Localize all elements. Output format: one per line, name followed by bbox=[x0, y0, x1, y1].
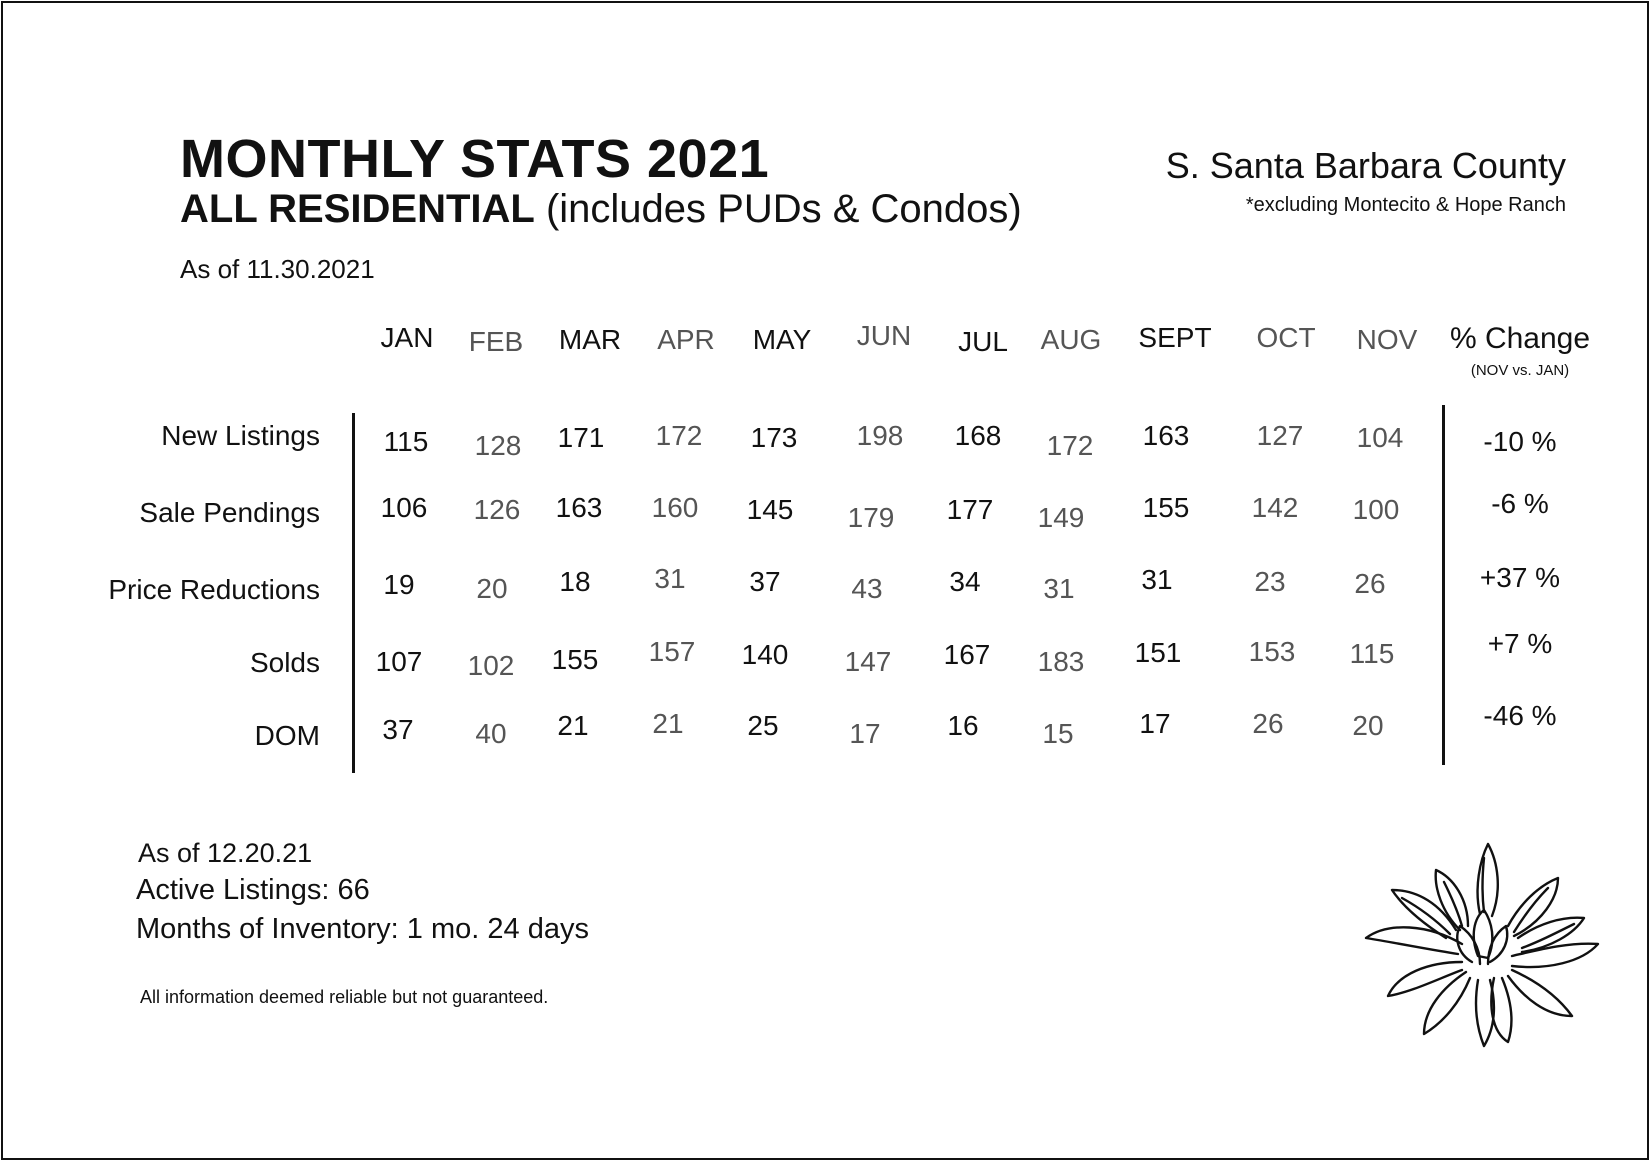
table-cell: 106 bbox=[380, 492, 428, 523]
table-cell: 40 bbox=[475, 718, 507, 749]
region-note: *excluding Montecito & Hope Ranch bbox=[1245, 194, 1566, 216]
table-cell: 37 bbox=[382, 714, 414, 745]
month-header: JAN bbox=[380, 322, 434, 353]
table-cell: 26 bbox=[1252, 708, 1284, 739]
table-cell: 20 bbox=[476, 573, 508, 604]
table-cell: 126 bbox=[473, 494, 521, 525]
table-cell: 102 bbox=[467, 650, 515, 681]
table-cell: 155 bbox=[551, 644, 599, 675]
footer-as-of: As of 12.20.21 bbox=[138, 838, 313, 868]
petal bbox=[1508, 970, 1572, 1016]
as-of-date: As of 11.30.2021 bbox=[180, 254, 375, 284]
table-cell: 167 bbox=[943, 639, 991, 670]
table-cell: 18 bbox=[559, 566, 591, 597]
month-header: JUN bbox=[856, 320, 912, 351]
subtitle-bold: ALL RESIDENTIAL bbox=[180, 187, 535, 231]
table-cell: 171 bbox=[557, 422, 605, 453]
table-cell: 163 bbox=[555, 492, 603, 523]
subtitle-rest: (includes PUDs & Condos) bbox=[534, 187, 1022, 231]
page-title: MONTHLY STATS 2021 bbox=[180, 129, 770, 189]
table-cell: 198 bbox=[856, 420, 904, 451]
table-cell: 115 bbox=[1349, 638, 1395, 669]
month-header: NOV bbox=[1356, 324, 1418, 355]
table-cell: 128 bbox=[474, 430, 522, 461]
table-cell: 34 bbox=[949, 566, 981, 597]
table-cell: 21 bbox=[557, 710, 589, 741]
table-cell: 17 bbox=[1139, 708, 1171, 739]
petal bbox=[1388, 962, 1462, 996]
table-cell: 173 bbox=[750, 422, 798, 453]
table-cell: 149 bbox=[1037, 502, 1085, 533]
table-cell: 142 bbox=[1251, 492, 1299, 523]
month-header: APR bbox=[657, 324, 715, 355]
table-cell: 37 bbox=[749, 566, 781, 597]
table-cell: 177 bbox=[946, 494, 994, 525]
month-header: AUG bbox=[1040, 324, 1102, 355]
table-cell: 160 bbox=[651, 492, 699, 523]
page-subtitle bbox=[180, 187, 1022, 232]
change-value: -10 % bbox=[1483, 426, 1557, 457]
table-cell: 127 bbox=[1256, 420, 1304, 451]
table-cell: 168 bbox=[954, 420, 1002, 451]
petal-vein bbox=[1483, 858, 1485, 912]
table-cell: 43 bbox=[851, 573, 883, 604]
row-label-price-reductions: Price Reductions bbox=[108, 574, 320, 605]
table-cell: 183 bbox=[1037, 646, 1085, 677]
magnolia-flower-icon bbox=[1362, 838, 1602, 1048]
table-cell: 153 bbox=[1248, 636, 1296, 667]
row-label-dom: DOM bbox=[254, 720, 320, 751]
table-cell: 19 bbox=[383, 569, 415, 600]
change-value: +37 % bbox=[1479, 562, 1561, 593]
table-cell: 163 bbox=[1142, 420, 1190, 451]
table-cell: 151 bbox=[1134, 637, 1182, 668]
row-label-new-listings: New Listings bbox=[161, 420, 320, 451]
table-cell: 26 bbox=[1354, 568, 1386, 599]
month-header: MAY bbox=[752, 324, 812, 355]
change-subheader: (NOV vs. JAN) bbox=[1470, 362, 1570, 379]
disclaimer: All information deemed reliable but not guaranteed. bbox=[140, 987, 549, 1007]
row-label-sale-pendings: Sale Pendings bbox=[139, 497, 320, 528]
table-cell: 179 bbox=[847, 502, 895, 533]
row-label-solds: Solds bbox=[249, 647, 320, 678]
table-cell: 145 bbox=[746, 494, 794, 525]
month-header: SEPT bbox=[1138, 322, 1212, 353]
petal bbox=[1457, 926, 1480, 964]
change-header: % Change bbox=[1449, 322, 1591, 355]
table-cell: 157 bbox=[648, 636, 696, 667]
table-cell: 172 bbox=[655, 420, 703, 451]
region-title: S. Santa Barbara County bbox=[1165, 145, 1566, 186]
month-header: JUL bbox=[958, 326, 1008, 357]
change-value: -6 % bbox=[1491, 488, 1549, 519]
table-cell: 147 bbox=[844, 646, 892, 677]
month-header: FEB bbox=[468, 326, 524, 357]
petal-vein bbox=[1444, 882, 1462, 926]
active-listings: Active Listings: 66 bbox=[136, 874, 370, 906]
table-cell: 20 bbox=[1352, 710, 1384, 741]
table-cell: 31 bbox=[1043, 573, 1075, 604]
table-cell: 100 bbox=[1352, 494, 1400, 525]
table-cell: 172 bbox=[1046, 430, 1094, 461]
table-cell: 107 bbox=[375, 646, 423, 677]
table-cell: 17 bbox=[849, 718, 881, 749]
table-cell: 104 bbox=[1356, 422, 1404, 453]
table-cell: 140 bbox=[741, 639, 789, 670]
table-cell: 25 bbox=[747, 710, 779, 741]
months-of-inventory: Months of Inventory: 1 mo. 24 days bbox=[136, 913, 589, 945]
table-cell: 23 bbox=[1254, 566, 1286, 597]
table-cell: 21 bbox=[652, 708, 684, 739]
month-header: MAR bbox=[558, 324, 622, 355]
month-header: OCT bbox=[1256, 322, 1316, 353]
change-value: -46 % bbox=[1483, 700, 1557, 731]
table-cell: 115 bbox=[383, 426, 429, 457]
change-value: +7 % bbox=[1487, 628, 1553, 659]
table-cell: 31 bbox=[654, 563, 686, 594]
table-cell: 15 bbox=[1042, 718, 1074, 749]
petal bbox=[1478, 844, 1498, 916]
table-cell: 155 bbox=[1142, 492, 1190, 523]
table-cell: 31 bbox=[1141, 564, 1173, 595]
petal bbox=[1508, 878, 1558, 936]
table-cell: 16 bbox=[947, 710, 979, 741]
